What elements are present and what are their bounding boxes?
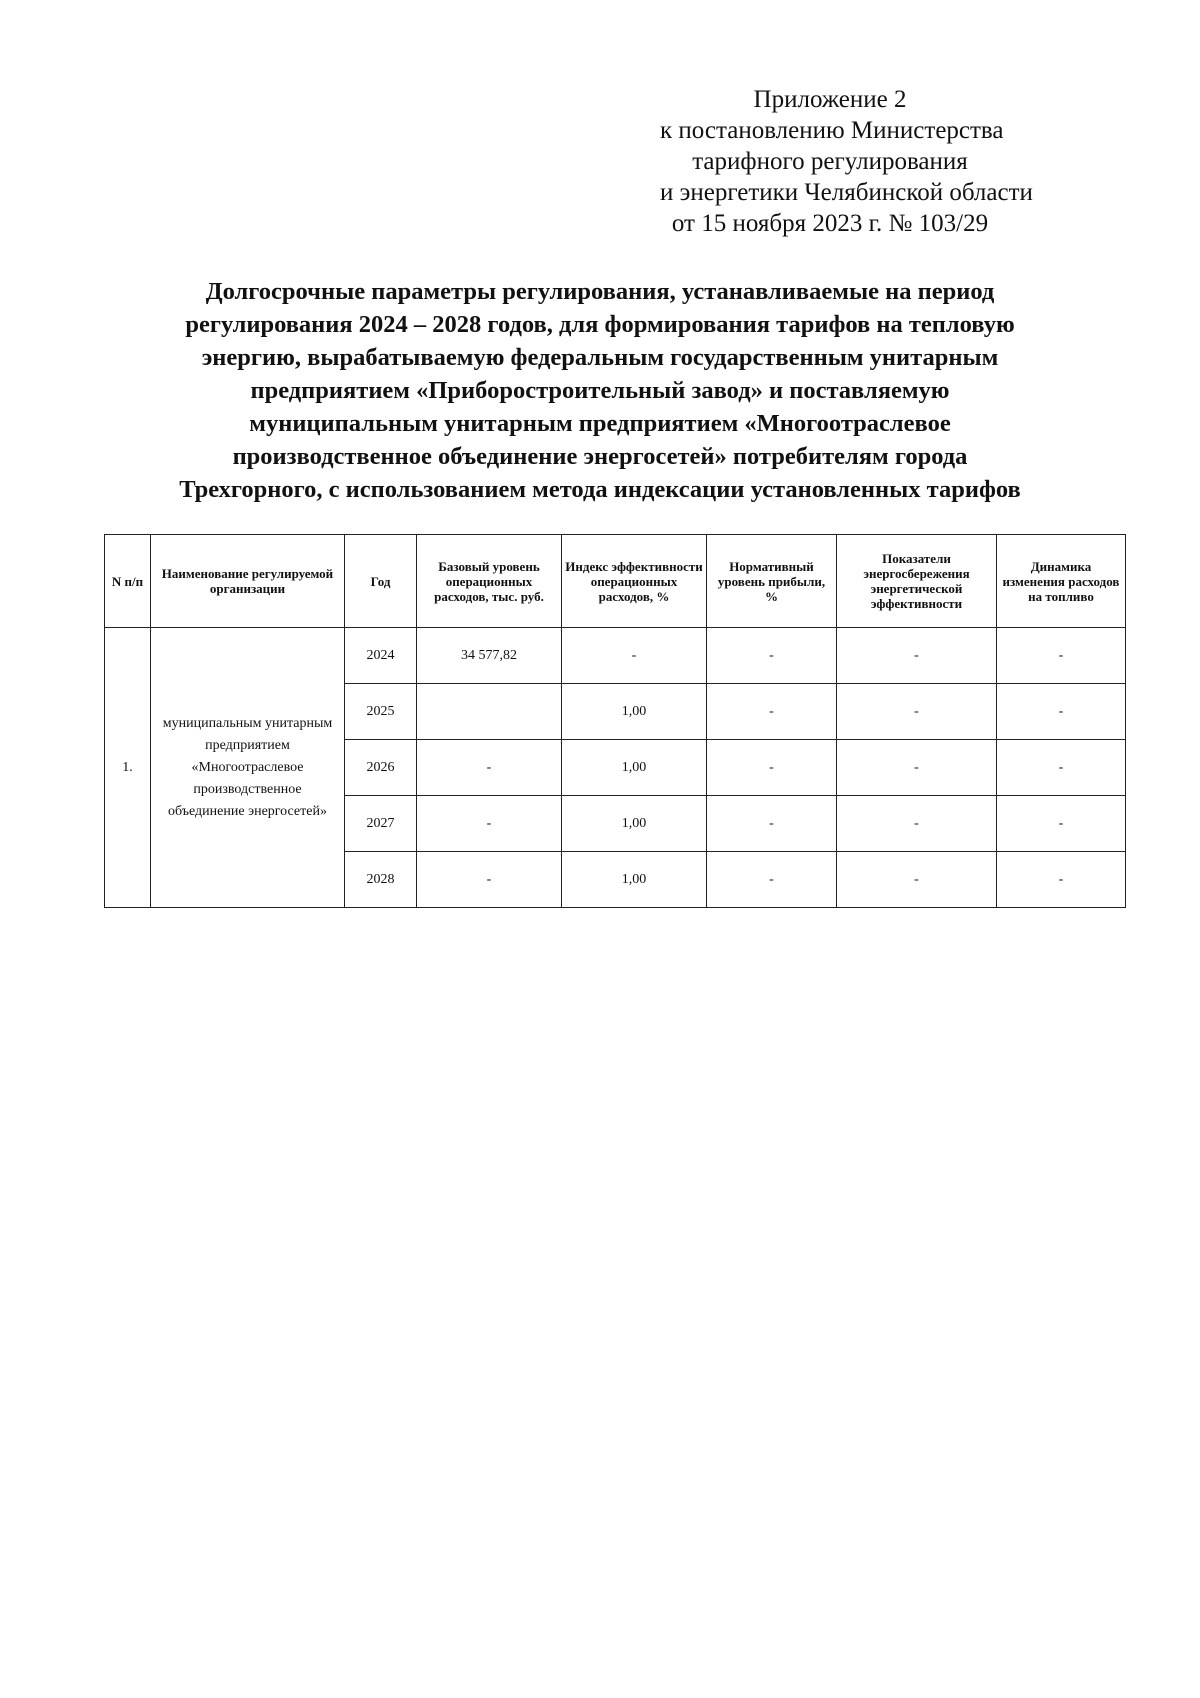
header-efficiency-index: Индекс эффективности операционных расходов, % bbox=[562, 535, 707, 628]
title-line: предприятием «Приборостроительный завод» и поставляемую bbox=[250, 377, 950, 404]
appendix-line: Приложение 2 bbox=[753, 86, 907, 113]
profit-level-cell: - bbox=[707, 852, 837, 908]
fuel-dynamics-cell: - bbox=[997, 852, 1126, 908]
base-opex-cell: 34 577,82 bbox=[417, 628, 562, 684]
base-opex-cell bbox=[417, 684, 562, 740]
title-line: Долгосрочные параметры регулирования, устанавливаемые на период bbox=[205, 278, 995, 305]
header-fuel-dynamics: Динамика изменения расходов на топливо bbox=[997, 535, 1126, 628]
fuel-dynamics-cell: - bbox=[997, 684, 1126, 740]
fuel-dynamics-cell: - bbox=[997, 740, 1126, 796]
efficiency-index-cell: 1,00 bbox=[562, 740, 707, 796]
year-cell: 2025 bbox=[345, 684, 417, 740]
efficiency-index-cell: 1,00 bbox=[562, 684, 707, 740]
year-cell: 2026 bbox=[345, 740, 417, 796]
base-opex-cell: - bbox=[417, 852, 562, 908]
organization-name: муниципальным унитарным предприятием «Многоотраслевое производственное объединение энергосетей» bbox=[151, 628, 345, 908]
header-energy-saving: Показатели энергосбережения энергетической эффективности bbox=[837, 535, 997, 628]
profit-level-cell: - bbox=[707, 740, 837, 796]
appendix-line: к постановлению Министерства bbox=[660, 117, 1004, 144]
fuel-dynamics-cell: - bbox=[997, 796, 1126, 852]
efficiency-index-cell: 1,00 bbox=[562, 796, 707, 852]
header-year: Год bbox=[345, 535, 417, 628]
appendix-line: тарифного регулирования bbox=[692, 148, 968, 175]
energy-saving-cell: - bbox=[837, 684, 997, 740]
efficiency-index-cell: - bbox=[562, 628, 707, 684]
efficiency-index-cell: 1,00 bbox=[562, 852, 707, 908]
energy-saving-cell: - bbox=[837, 628, 997, 684]
row-number: 1. bbox=[105, 628, 151, 908]
base-opex-cell: - bbox=[417, 740, 562, 796]
energy-saving-cell: - bbox=[837, 740, 997, 796]
document-title bbox=[100, 275, 1100, 506]
profit-level-cell: - bbox=[707, 796, 837, 852]
energy-saving-cell: - bbox=[837, 852, 997, 908]
year-cell: 2028 bbox=[345, 852, 417, 908]
appendix-line: от 15 ноября 2023 г. № 103/29 bbox=[671, 210, 989, 237]
header-profit-level: Нормативный уровень прибыли, % bbox=[707, 535, 837, 628]
header-num: N п/п bbox=[105, 535, 151, 628]
title-line: производственное объединение энергосетей» потребителям города bbox=[232, 443, 968, 470]
profit-level-cell: - bbox=[707, 628, 837, 684]
appendix-block bbox=[660, 84, 1033, 239]
header-org: Наименование регулируемой организации bbox=[151, 535, 345, 628]
parameters-table bbox=[104, 534, 1126, 908]
title-line: энергию, вырабатываемую федеральным государственным унитарным bbox=[201, 344, 999, 371]
table-header-row bbox=[105, 535, 1126, 628]
title-line: Трехгорного, с использованием метода индексации установленных тарифов bbox=[179, 476, 1021, 503]
year-cell: 2027 bbox=[345, 796, 417, 852]
title-line: муниципальным унитарным предприятием «Многоотраслевое bbox=[249, 410, 951, 437]
header-base-opex: Базовый уровень операционных расходов, тыс. руб. bbox=[417, 535, 562, 628]
profit-level-cell: - bbox=[707, 684, 837, 740]
appendix-line: и энергетики Челябинской области bbox=[660, 179, 1033, 206]
fuel-dynamics-cell: - bbox=[997, 628, 1126, 684]
table-row bbox=[105, 628, 1126, 684]
title-line: регулирования 2024 – 2028 годов, для формирования тарифов на тепловую bbox=[185, 311, 1015, 338]
base-opex-cell: - bbox=[417, 796, 562, 852]
year-cell: 2024 bbox=[345, 628, 417, 684]
energy-saving-cell: - bbox=[837, 796, 997, 852]
